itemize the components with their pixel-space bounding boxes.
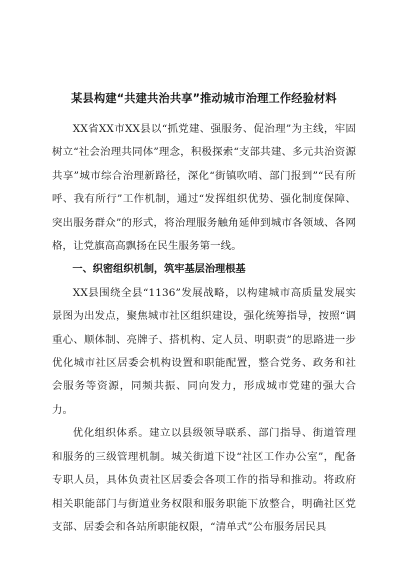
section-heading-1: 一、织密组织机制，筑牢基层治理根基 — [72, 264, 246, 276]
paragraph-section-1: XX县围绕全县“1136”发展战略，以构建城市高质量发展实景图为出发点，聚焦城市社区组织建设，强化统筹指导，按照“调重心、顺体制、亮牌子、搭机构、定人员、明职责”的思路进一步优化城市社区居委会机构设置和职能配置，整合党务、政务和社会服务等资源，同频共振、同向发力，形成城市党建的强大合力。 — [52, 286, 356, 416]
paragraph-intro: XX省XX市XX县以“抓党建、强服务、促治理”为主线，牢固树立“社会治理共同体”理念，积极探索“支部共建、多元共治资源共享”城市综合治理新路径，深化“街镇吹哨、部门报到”“民有所呼、我有所行”工作机制，通过“发挥组织优势、强化制度保障、突出服务群众”的形式，将治理服务触角延伸到城市各领域、各网格，让党旗高高飘扬在民生服务第一线。 — [52, 123, 356, 253]
paragraph-optimize-system: 优化组织体系。建立以县级领导联系、部门指导、街道管理和服务的三级管理机制。城关街道下设“社区工作办公室”，配备专职人员，具体负责社区居委会各项工作的指导和推动。将政府相关职能部门与街道业务权限和服务职能下放整合，明确社区党支部、居委会和各站所职能权限，“清单式”公布服务居民具 — [52, 427, 356, 533]
document-body — [52, 118, 356, 539]
document-title: 某县构建“共建共治共享”推动城市治理工作经验材料 — [71, 92, 337, 105]
